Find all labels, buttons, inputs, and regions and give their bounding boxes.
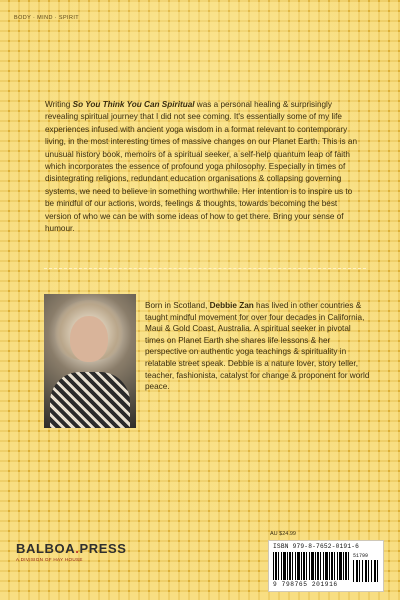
barcode-addon-number: 51799 (353, 553, 369, 559)
price-label: AU $24.99 (270, 531, 296, 537)
barcode-digits: 9 798765 201916 (273, 581, 338, 588)
blurb-text: was a personal healing & surprisingly revealing spiritual journey that I did not see coming. It's essentially some of my life experiences infused with ancient yoga wisdom in a format relevant to contemporary living, in the most interesting times of massive changes on our Planet Earth. This is an unusual history book, memoirs of a spiritual seeker, a self-help quantum leap of faith which incorporates the essence of profound yoga philosophy. Especially in times of disintegrating religions, redundant education organisations & collapsing governing systems, we need to believe in something worthwhile. Her intention is to inspire us to be mindful of our actions, words, feelings & thoughts, towards becoming the best version of who we can be with some ideas of how to get there. Bring your sense of humour. (45, 100, 358, 234)
author-photo-clothing (50, 372, 130, 428)
publisher-name (16, 541, 127, 556)
publisher-name-part1: BALBOA (16, 541, 76, 556)
publisher-division: A DIVISION OF HAY HOUSE (16, 557, 83, 562)
author-bio-text: has lived in other countries & taught mindful movement for over four decades in California, Maui & Gold Coast, Australia. A spiritual seeker in pivotal times on Planet Earth she shares life lessons & her perspective on authentic yoga teachings & spirituality in relatable street speak. Debbie is a nature lover, story teller, teacher, fashionista, catalyst for change & proponent for world peace. (145, 301, 370, 392)
publisher-logo (16, 541, 127, 562)
isbn-number: ISBN 979-8-7652-0191-6 (273, 543, 360, 550)
author-name: Debbie Zan (209, 301, 254, 310)
barcode (268, 540, 384, 592)
barcode-addon-bars (353, 560, 378, 582)
publisher-name-dot: . (75, 541, 80, 556)
dashed-divider (44, 268, 366, 269)
publisher-name-part2: PRESS (79, 541, 127, 556)
book-description (45, 99, 363, 235)
author-bio-prefix: Born in Scotland, (145, 301, 210, 310)
author-bio (145, 300, 371, 393)
author-photo-face (70, 316, 108, 362)
book-title: So You Think You Can Spiritual (72, 100, 195, 109)
author-photo (44, 294, 136, 428)
barcode-bars (273, 552, 351, 580)
category-label: BODY · MIND · SPIRIT (14, 15, 80, 21)
blurb-intro: Writing (45, 100, 73, 109)
